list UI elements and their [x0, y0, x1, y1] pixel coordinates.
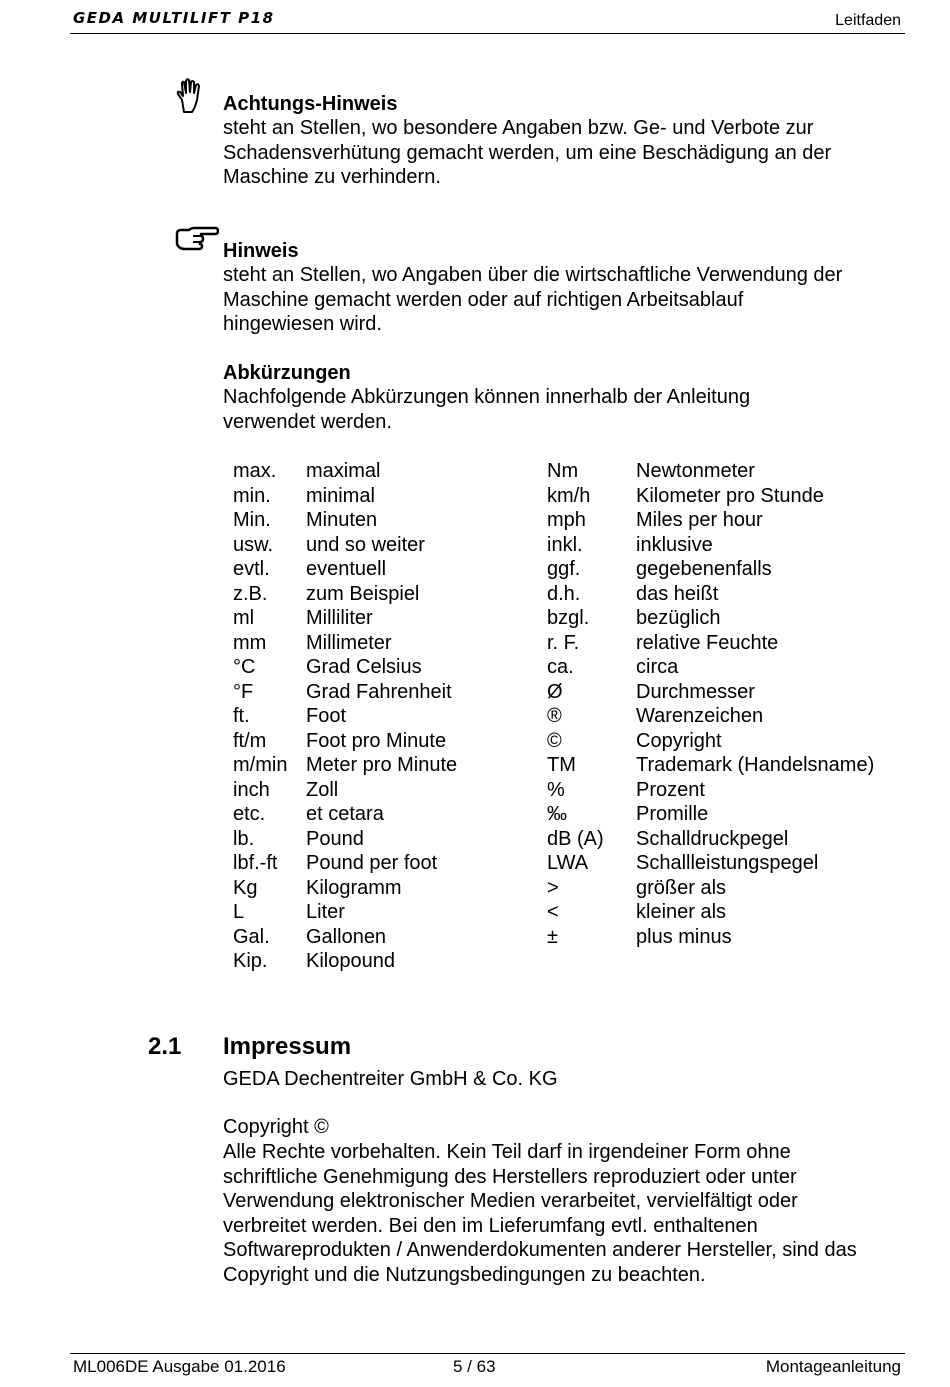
meaning-right: Schalldruckpegel [636, 827, 789, 850]
hint-line: hingewiesen wird. [223, 313, 382, 335]
abbreviation-right: Ø [547, 680, 563, 703]
abbreviation-right: mph [547, 509, 586, 531]
intro-line: Nachfolgende Abkürzungen können innerhalb der Anleitung [223, 386, 751, 408]
meaning-right: Promille [636, 803, 709, 825]
meaning-right: circa [636, 656, 679, 678]
abbreviation-left: ft/m [233, 729, 267, 752]
abbreviation-left: usw. [233, 533, 274, 556]
copyright-line: Softwareprodukten / Anwenderdokumenten anderer Hersteller, sind das [223, 1239, 857, 1261]
abbreviation-right: inkl. [547, 533, 583, 556]
footer-rule [70, 1353, 905, 1354]
meaning-right: Kilometer pro Stunde [636, 484, 824, 507]
meaning-left: Meter pro Minute [306, 754, 458, 776]
meaning-left: Zoll [306, 778, 339, 801]
meaning-right: Miles per hour [636, 509, 763, 531]
meaning-left: Grad Celsius [306, 656, 422, 678]
abbreviation-left: etc. [233, 803, 266, 825]
meaning-left: Gallonen [306, 925, 387, 948]
abbreviation-right: ca. [547, 656, 574, 678]
abbreviation-right: d.h. [547, 582, 581, 605]
abbreviations-table [0, 459, 950, 979]
abbreviation-right: % [547, 778, 565, 801]
copyright-heading: Copyright © [223, 1116, 329, 1138]
hint-title: Hinweis [223, 240, 299, 262]
footer-edition: ML006DE Ausgabe 01.2016 [73, 1357, 286, 1376]
meaning-left: Pound per foot [306, 852, 438, 874]
copyright-line: Copyright und die Nutzungsbedingungen zu beachten. [223, 1263, 706, 1286]
abbreviation-left: Min. [233, 509, 271, 531]
abbreviation-left: min. [233, 484, 271, 507]
copyright-line: Alle Rechte vorbehalten. Kein Teil darf in irgendeiner Form ohne [223, 1141, 791, 1163]
hint-line: Maschine gemacht werden oder auf richtigen Arbeitsablauf [223, 288, 744, 311]
section-title: Impressum [223, 1033, 352, 1060]
header-logo: GEDA MULTILIFT P18 [73, 9, 275, 27]
abbreviation-left: max. [233, 460, 277, 482]
abbreviation-right: km/h [547, 484, 591, 507]
meaning-right: inklusive [636, 533, 713, 556]
meaning-left: et cetara [306, 803, 384, 825]
meaning-left: Milliliter [306, 607, 373, 629]
meaning-right: Copyright [636, 729, 722, 752]
meaning-right: Warenzeichen [636, 705, 764, 727]
meaning-left: Liter [306, 901, 345, 923]
meaning-left: Foot pro Minute [306, 729, 447, 752]
meaning-right: Newtonmeter [636, 460, 755, 482]
caution-line: Schadensverhütung gemacht werden, um eine Beschädigung an der [223, 141, 832, 164]
abbreviation-left: °C [233, 656, 256, 678]
abbreviation-left: Kip. [233, 950, 268, 972]
meaning-left: Pound [306, 827, 364, 850]
abbreviation-left: °F [233, 680, 254, 703]
abbreviation-left: z.B. [233, 582, 268, 605]
abbreviation-right: < [547, 901, 559, 923]
meaning-right: kleiner als [636, 901, 727, 923]
footer-doc-type: Montageanleitung [765, 1357, 901, 1376]
meaning-left: und so weiter [306, 533, 425, 556]
copyright-line: verbreitet werden. Bei den im Lieferumfang evtl. enthaltenen [223, 1214, 758, 1237]
hand-icon [175, 78, 209, 119]
meaning-right: größer als [636, 876, 727, 899]
meaning-left: maximal [306, 460, 381, 482]
meaning-left: Minuten [306, 509, 378, 531]
abbreviation-left: lbf.-ft [233, 852, 278, 874]
footer-page-number: 5 / 63 [453, 1357, 496, 1376]
meaning-left: Kilogramm [306, 876, 402, 899]
meaning-right: gegebenenfalls [636, 558, 772, 580]
meaning-left: minimal [306, 484, 375, 507]
abbreviations-title: Abkürzungen [223, 362, 351, 384]
abbreviation-right: > [547, 876, 559, 899]
meaning-left: zum Beispiel [306, 582, 420, 605]
abbreviation-right: ggf. [547, 558, 581, 580]
abbreviation-left: L [233, 901, 245, 923]
copyright-line: Verwendung elektronischer Medien verarbeitet, vervielfältigt oder [223, 1190, 798, 1212]
abbreviation-left: inch [233, 778, 270, 801]
caution-title: Achtungs-Hinweis [223, 93, 398, 115]
header-section-label: Leitfaden [835, 12, 901, 29]
abbreviation-left: m/min [233, 754, 288, 776]
abbreviation-right: © [547, 729, 562, 752]
abbreviation-left: Gal. [233, 925, 270, 948]
meaning-left: eventuell [306, 558, 387, 580]
header-rule [70, 33, 905, 34]
abbreviation-right: dB (A) [547, 827, 604, 850]
meaning-right: plus minus [636, 925, 732, 948]
abbreviation-left: ft. [233, 705, 250, 727]
hint-line: steht an Stellen, wo Angaben über die wirtschaftliche Verwendung der [223, 264, 843, 286]
abbreviation-left: Kg [233, 876, 258, 899]
section-number: 2.1 [148, 1033, 182, 1060]
intro-line: verwendet werden. [223, 410, 392, 433]
caution-text [223, 116, 913, 190]
abbreviation-right: TM [547, 754, 576, 776]
meaning-right: Trademark (Handelsname) [636, 754, 875, 776]
meaning-left: Millimeter [306, 631, 392, 654]
meaning-right: Schallleistungspegel [636, 852, 819, 874]
copyright-line: schriftliche Genehmigung des Herstellers reproduziert oder unter [223, 1165, 797, 1188]
meaning-right: Durchmesser [636, 680, 755, 703]
abbreviation-left: lb. [233, 827, 255, 850]
caution-line: steht an Stellen, wo besondere Angaben bzw. Ge- und Verbote zur [223, 117, 814, 139]
meaning-right: bezüglich [636, 607, 721, 629]
pointing-hand-icon [175, 226, 219, 257]
caution-line: Maschine zu verhindern. [223, 166, 441, 188]
abbreviation-right: r. F. [547, 631, 580, 654]
meaning-right: relative Feuchte [636, 631, 779, 654]
abbreviation-right: LWA [547, 852, 589, 874]
meaning-left: Foot [306, 705, 347, 727]
abbreviation-right: Nm [547, 460, 579, 482]
abbreviation-right: ® [547, 705, 562, 727]
meaning-left: Kilopound [306, 950, 395, 972]
abbreviation-left: evtl. [233, 558, 270, 580]
hint-text [223, 263, 913, 337]
abbreviation-right: bzgl. [547, 607, 590, 629]
abbreviation-left: ml [233, 607, 255, 629]
abbreviation-right: ‰ [547, 803, 567, 825]
meaning-left: Grad Fahrenheit [306, 680, 452, 703]
meaning-right: Prozent [636, 778, 705, 801]
meaning-right: das heißt [636, 582, 719, 605]
copyright-text [223, 1140, 913, 1287]
abbreviation-left: mm [233, 631, 267, 654]
abbreviation-right: ± [547, 925, 558, 948]
abbreviations-intro [223, 385, 913, 434]
company-name: GEDA Dechentreiter GmbH & Co. KG [223, 1068, 558, 1090]
